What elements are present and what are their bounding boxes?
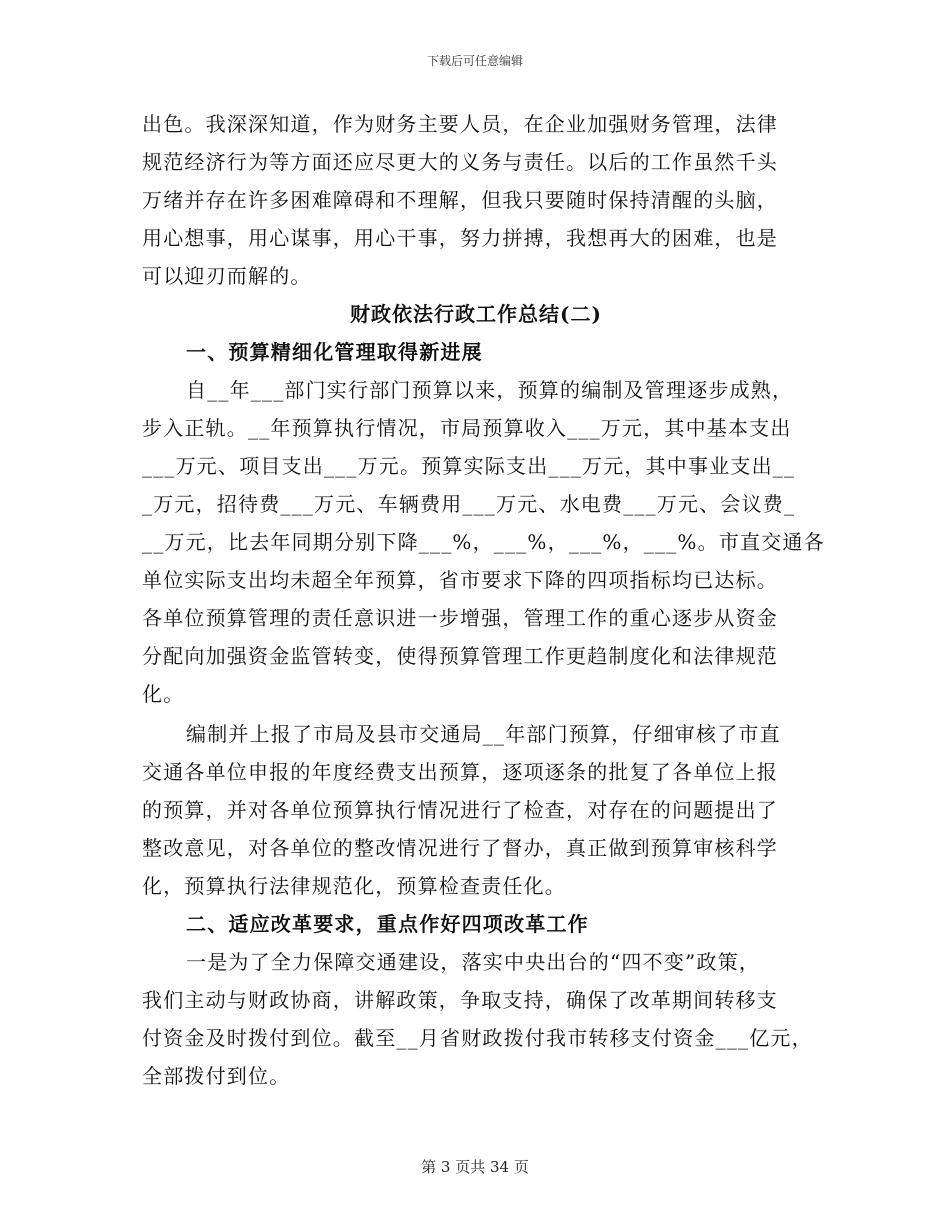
text-line: 用心想事，用心谋事，用心干事，努力拼搏，我想再大的困难，也是 [142, 226, 778, 250]
text-line: 自__年___部门实行部门预算以来，预算的编制及管理逐步成熟， [186, 378, 794, 402]
text-line: 付资金及时拨付到位。截至__月省财政拨付我市转移支付资金___亿元， [142, 1026, 813, 1050]
text-line: 化。 [142, 682, 185, 706]
section-heading: 一、预算精细化管理取得新进展 [186, 340, 483, 364]
page-footer: 第 3 页共 34 页 [421, 1158, 529, 1176]
section-heading: 二、适应改革要求，重点作好四项改革工作 [186, 912, 589, 936]
text-line: 分配向加强资金监管转变，使得预算管理工作更趋制度化和法律规范 [142, 644, 778, 668]
text-line: 交通各单位申报的年度经费支出预算，逐项逐条的批复了各单位上报 [142, 760, 778, 784]
text-line: 单位实际支出均未超全年预算，省市要求下降的四项指标均已达标。 [142, 568, 778, 592]
text-line: 万绪并存在许多困难障碍和不理解，但我只要随时保持清醒的头脑， [142, 188, 778, 212]
section-title: 财政依法行政工作总结(二) [350, 302, 602, 326]
text-line: 可以迎刃而解的。 [142, 264, 312, 288]
paragraph [142, 371, 825, 713]
text-line: ___万元、项目支出___万元。预算实际支出___万元，其中事业支出__ [142, 454, 796, 478]
text-line: 化，预算执行法律规范化，预算检查责任化。 [142, 874, 566, 898]
text-line: __万元，比去年同期分别下降___%，___%，___%，___%。市直交通各 [142, 530, 825, 554]
text-line: 全部拨付到位。 [142, 1064, 291, 1088]
text-line: 我们主动与财政协商，讲解政策，争取支持，确保了改革期间转移支 [142, 988, 778, 1012]
text-line: 出色。我深深知道，作为财务主要人员，在企业加强财务管理，法律 [142, 112, 778, 136]
page-header: 下载后可任意编辑 [426, 54, 523, 68]
text-line: 编制并上报了市局及县市交通局__年部门预算，仔细审核了市直 [186, 722, 781, 746]
text-line: 的预算，并对各单位预算执行情况进行了检查，对存在的问题提出了 [142, 798, 778, 822]
paragraph [142, 943, 813, 1095]
paragraph [142, 715, 810, 905]
text-line: 步入正轨。__年预算执行情况，市局预算收入___万元，其中基本支出 [142, 416, 792, 440]
paragraph [142, 105, 810, 295]
document-body [142, 105, 825, 1095]
text-line: 各单位预算管理的责任意识进一步增强，管理工作的重心逐步从资金 [142, 606, 778, 630]
text-line: 整改意见，对各单位的整改情况进行了督办，真正做到预算审核科学 [142, 836, 778, 860]
text-line: 一是为了全力保障交通建设，落实中央出台的“四不变”政策， [186, 950, 761, 974]
text-line: _万元，招待费___万元、车辆费用___万元、水电费___万元、会议费_ [142, 492, 796, 516]
text-line: 规范经济行为等方面还应尽更大的义务与责任。以后的工作虽然千头 [142, 150, 778, 174]
